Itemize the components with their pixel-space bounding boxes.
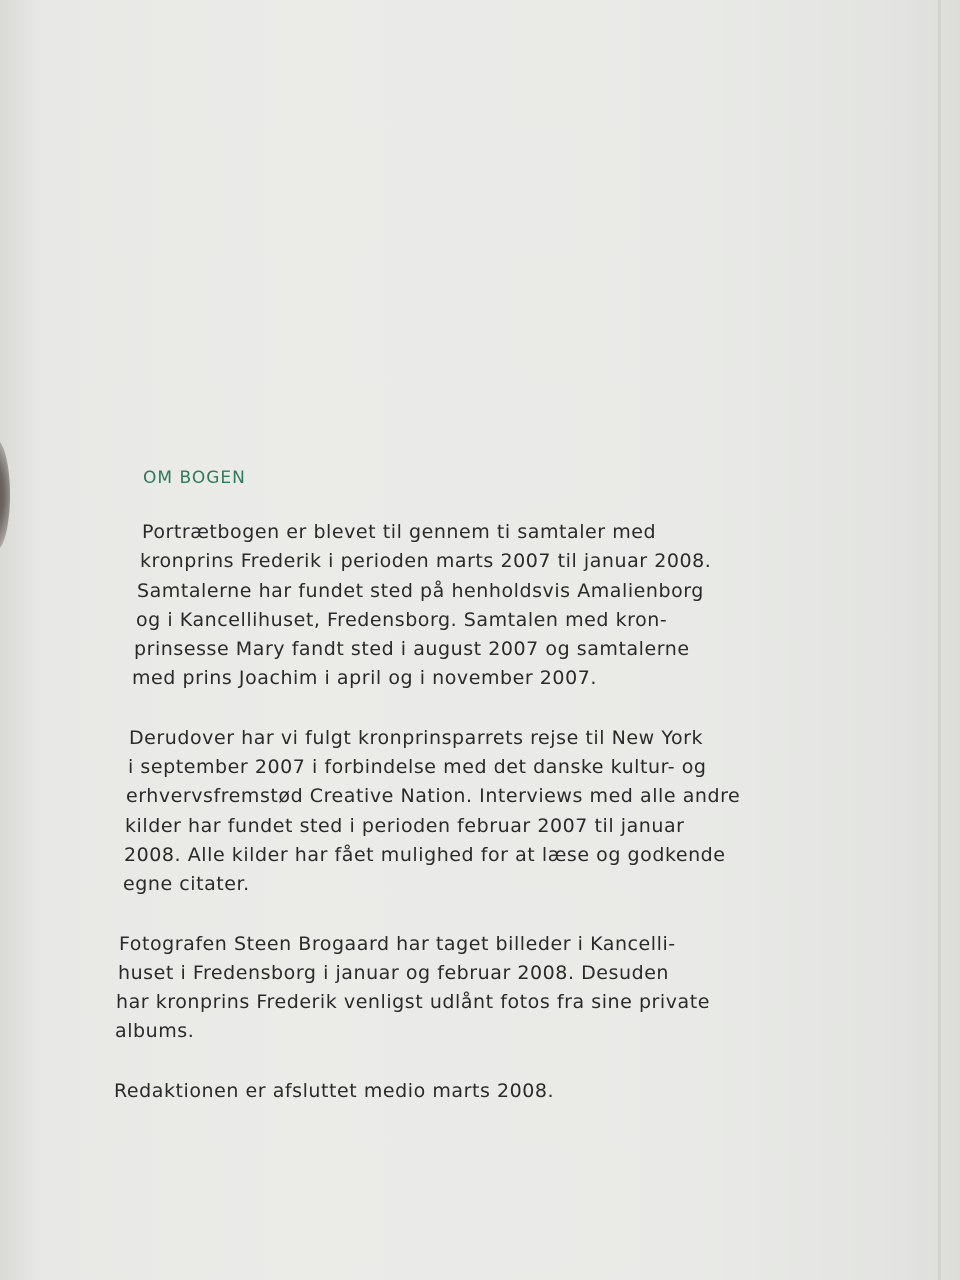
page-text xyxy=(112,466,752,1106)
text-line: Derudover har vi fulgt kronprinsparrets rejse til New York xyxy=(129,726,704,749)
paragraph-interviews xyxy=(112,518,752,694)
text-line: har kronprins Frederik venligst udlånt fotos fra sine private xyxy=(116,991,710,1014)
text-line: albums. xyxy=(115,1020,195,1043)
page-edge xyxy=(938,0,941,1280)
text-line: og i Kancellihuset, Fredensborg. Samtalen med kron- xyxy=(136,608,668,631)
paragraph-sources xyxy=(112,724,752,900)
text-line: i september 2007 i forbindelse med det danske kultur- og xyxy=(128,756,707,779)
text-line: med prins Joachim i april og i november 2007. xyxy=(132,667,597,690)
paragraph-editorial xyxy=(112,1077,752,1106)
text-line: erhvervsfremstød Creative Nation. Interviews med alle andre xyxy=(126,785,741,808)
text-line: egne citater. xyxy=(123,873,250,896)
section-heading: OM BOGEN xyxy=(143,468,246,488)
paragraph-photos xyxy=(112,930,752,1047)
text-line: prinsesse Mary fandt sted i august 2007 og samtalerne xyxy=(134,638,690,661)
text-line: Fotografen Steen Brogaard har taget billeder i Kancelli- xyxy=(119,932,676,955)
text-line: huset i Fredensborg i januar og februar 2008. Desuden xyxy=(118,961,670,984)
text-line: kronprins Frederik i perioden marts 2007 til januar 2008. xyxy=(140,550,712,573)
text-line: 2008. Alle kilder har fået mulighed for at læse og godkende xyxy=(124,843,726,866)
text-line: Portrætbogen er blevet til gennem ti samtaler med xyxy=(142,521,657,543)
text-line: kilder har fundet sted i perioden februar 2007 til januar xyxy=(125,814,685,837)
text-line: Redaktionen er afsluttet medio marts 2008. xyxy=(114,1079,555,1102)
text-line: Samtalerne har fundet sted på henholdsvis Amalienborg xyxy=(137,579,704,602)
